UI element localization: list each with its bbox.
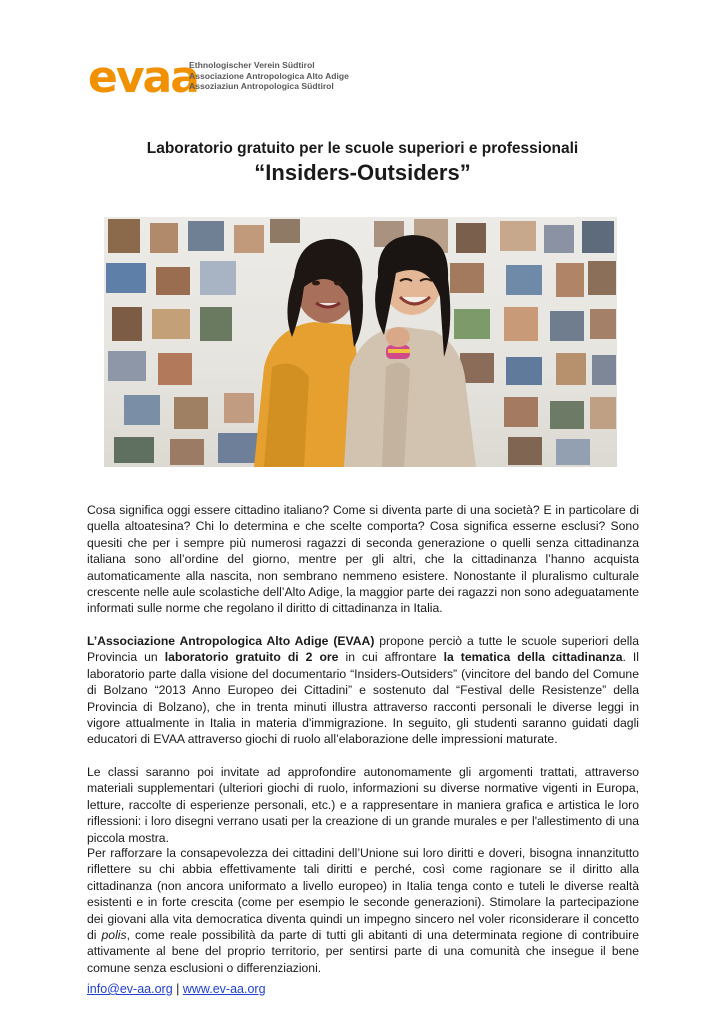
- paragraph-awareness-text-1: Per rafforzare la consapevolezza dei cittadini dell’Unione sui loro diritti e doveri, bisogna innanzitutto riflettere su chi abbia effettivamente tali diritti e perché, così come ragionare se il diritto alla cittadinanza (non ancora uniformato a livello europeo) in Italia tenga conto e tuteli le diverse realtà esistenti e in forte crescita (come per esempio le seconde generazioni). Stimolare la partecipazione dei giovani alla vita democratica diventa quindi un impegno sincero nel voler riconsiderare il concetto di: [87, 846, 639, 943]
- paragraph-awareness-text-2: , come reale possibilità da parte di tutti gli abitanti di una determinata regione di contribuire attivamente al bene del proprio territorio, per sentirsi parte di una comunità che insegue il bene comune senza esclusioni o differenziazioni.: [87, 928, 639, 975]
- paragraph-awareness: [87, 845, 639, 976]
- document-subtitle: Laboratorio gratuito per le scuole superiori e professionali: [146, 140, 579, 157]
- logo-wordmark: evaa: [88, 52, 198, 103]
- document-title: “Insiders-Outsiders”: [254, 160, 471, 185]
- italic-polis: polis: [101, 928, 127, 943]
- paragraph-intro: Cosa significa oggi essere cittadino italiano? Come si diventa parte di una società? E in particolare di quella altoatesina? Chi lo determina e che scelte comporta? Cosa significa esserne esclusi? Sono quesiti che per i sempre più numerosi ragazzi di seconda generazione o quelli senza cittadinanza italiana sono all’ordine del giorno, mentre per gli altri, che la cittadinanza l’hanno acquista automaticamente alla nascita, non sembrano nemmeno esistere. Nonostante il pluralismo culturale crescente nelle aule scolastiche dell’Alto Adige, la maggior parte dei ragazzi non sono adeguatamente informati sulle norme che regolano il diritto di cittadinanza in Italia.: [87, 503, 639, 616]
- evaa-logo: [88, 52, 349, 103]
- footer-separator: |: [172, 982, 183, 996]
- logo-association-names: [189, 60, 349, 92]
- photo-illustration: [104, 217, 617, 467]
- email-link[interactable]: info@ev-aa.org: [87, 982, 173, 996]
- paragraph-classes: Le classi saranno poi invitate ad approfondire autonomamente gli argomenti trattati, attraverso materiali supplementari (ulteriori giochi di ruolo, informazioni su diverse normative vigenti in Europa, letture, raccolte di esperienze personali, etc.) e a rappresentare in maniera grafica e artistica le loro riflessioni: i loro disegni verrano usati per la creazione di un grande murales e per l'allestimento di una piccola mostra.: [87, 765, 639, 845]
- website-link[interactable]: www.ev-aa.org: [182, 982, 266, 996]
- logo-line-ladin: Assoziaziun Antropologica Südtirol: [189, 81, 334, 91]
- logo-line-german: Ethnologischer Verein Südtirol: [189, 60, 315, 70]
- footer-contacts: [87, 982, 266, 996]
- paragraph-proposal: [87, 633, 639, 748]
- bold-citizenship-theme: la tematica della cittadinanza: [443, 650, 623, 665]
- hero-photo: [104, 217, 617, 467]
- paragraph-proposal-text-3: . Il laboratorio parte dalla visione del documentario “Insiders-Outsiders” (vincitore del bando del Comune di Bolzano “2013 Anno Europeo dei Cittadini” e sostenuto dal “Festival delle Resistenze” della Provincia di Bolzano), che in trenta minuti illustra attraverso racconti personali le diverse leggi in vigore attualmente in Italia in materia d'immigrazione. In seguito, gli studenti saranno guidati dagli educatori di EVAA attraverso giochi di ruolo all’elaborazione delle impressioni maturate.: [87, 650, 639, 747]
- bold-association-name: L’Associazione Antropologica Alto Adige (EVAA): [87, 634, 375, 648]
- bold-free-workshop: laboratorio gratuito di 2 ore: [164, 650, 339, 665]
- paragraph-proposal-text-1: propone perciò a tutte le scuole superiori della Provincia un: [87, 634, 639, 665]
- paragraph-proposal-text-2: in cui affrontare: [338, 650, 444, 665]
- logo-line-italian: Associazione Antropologica Alto Adige: [189, 70, 349, 81]
